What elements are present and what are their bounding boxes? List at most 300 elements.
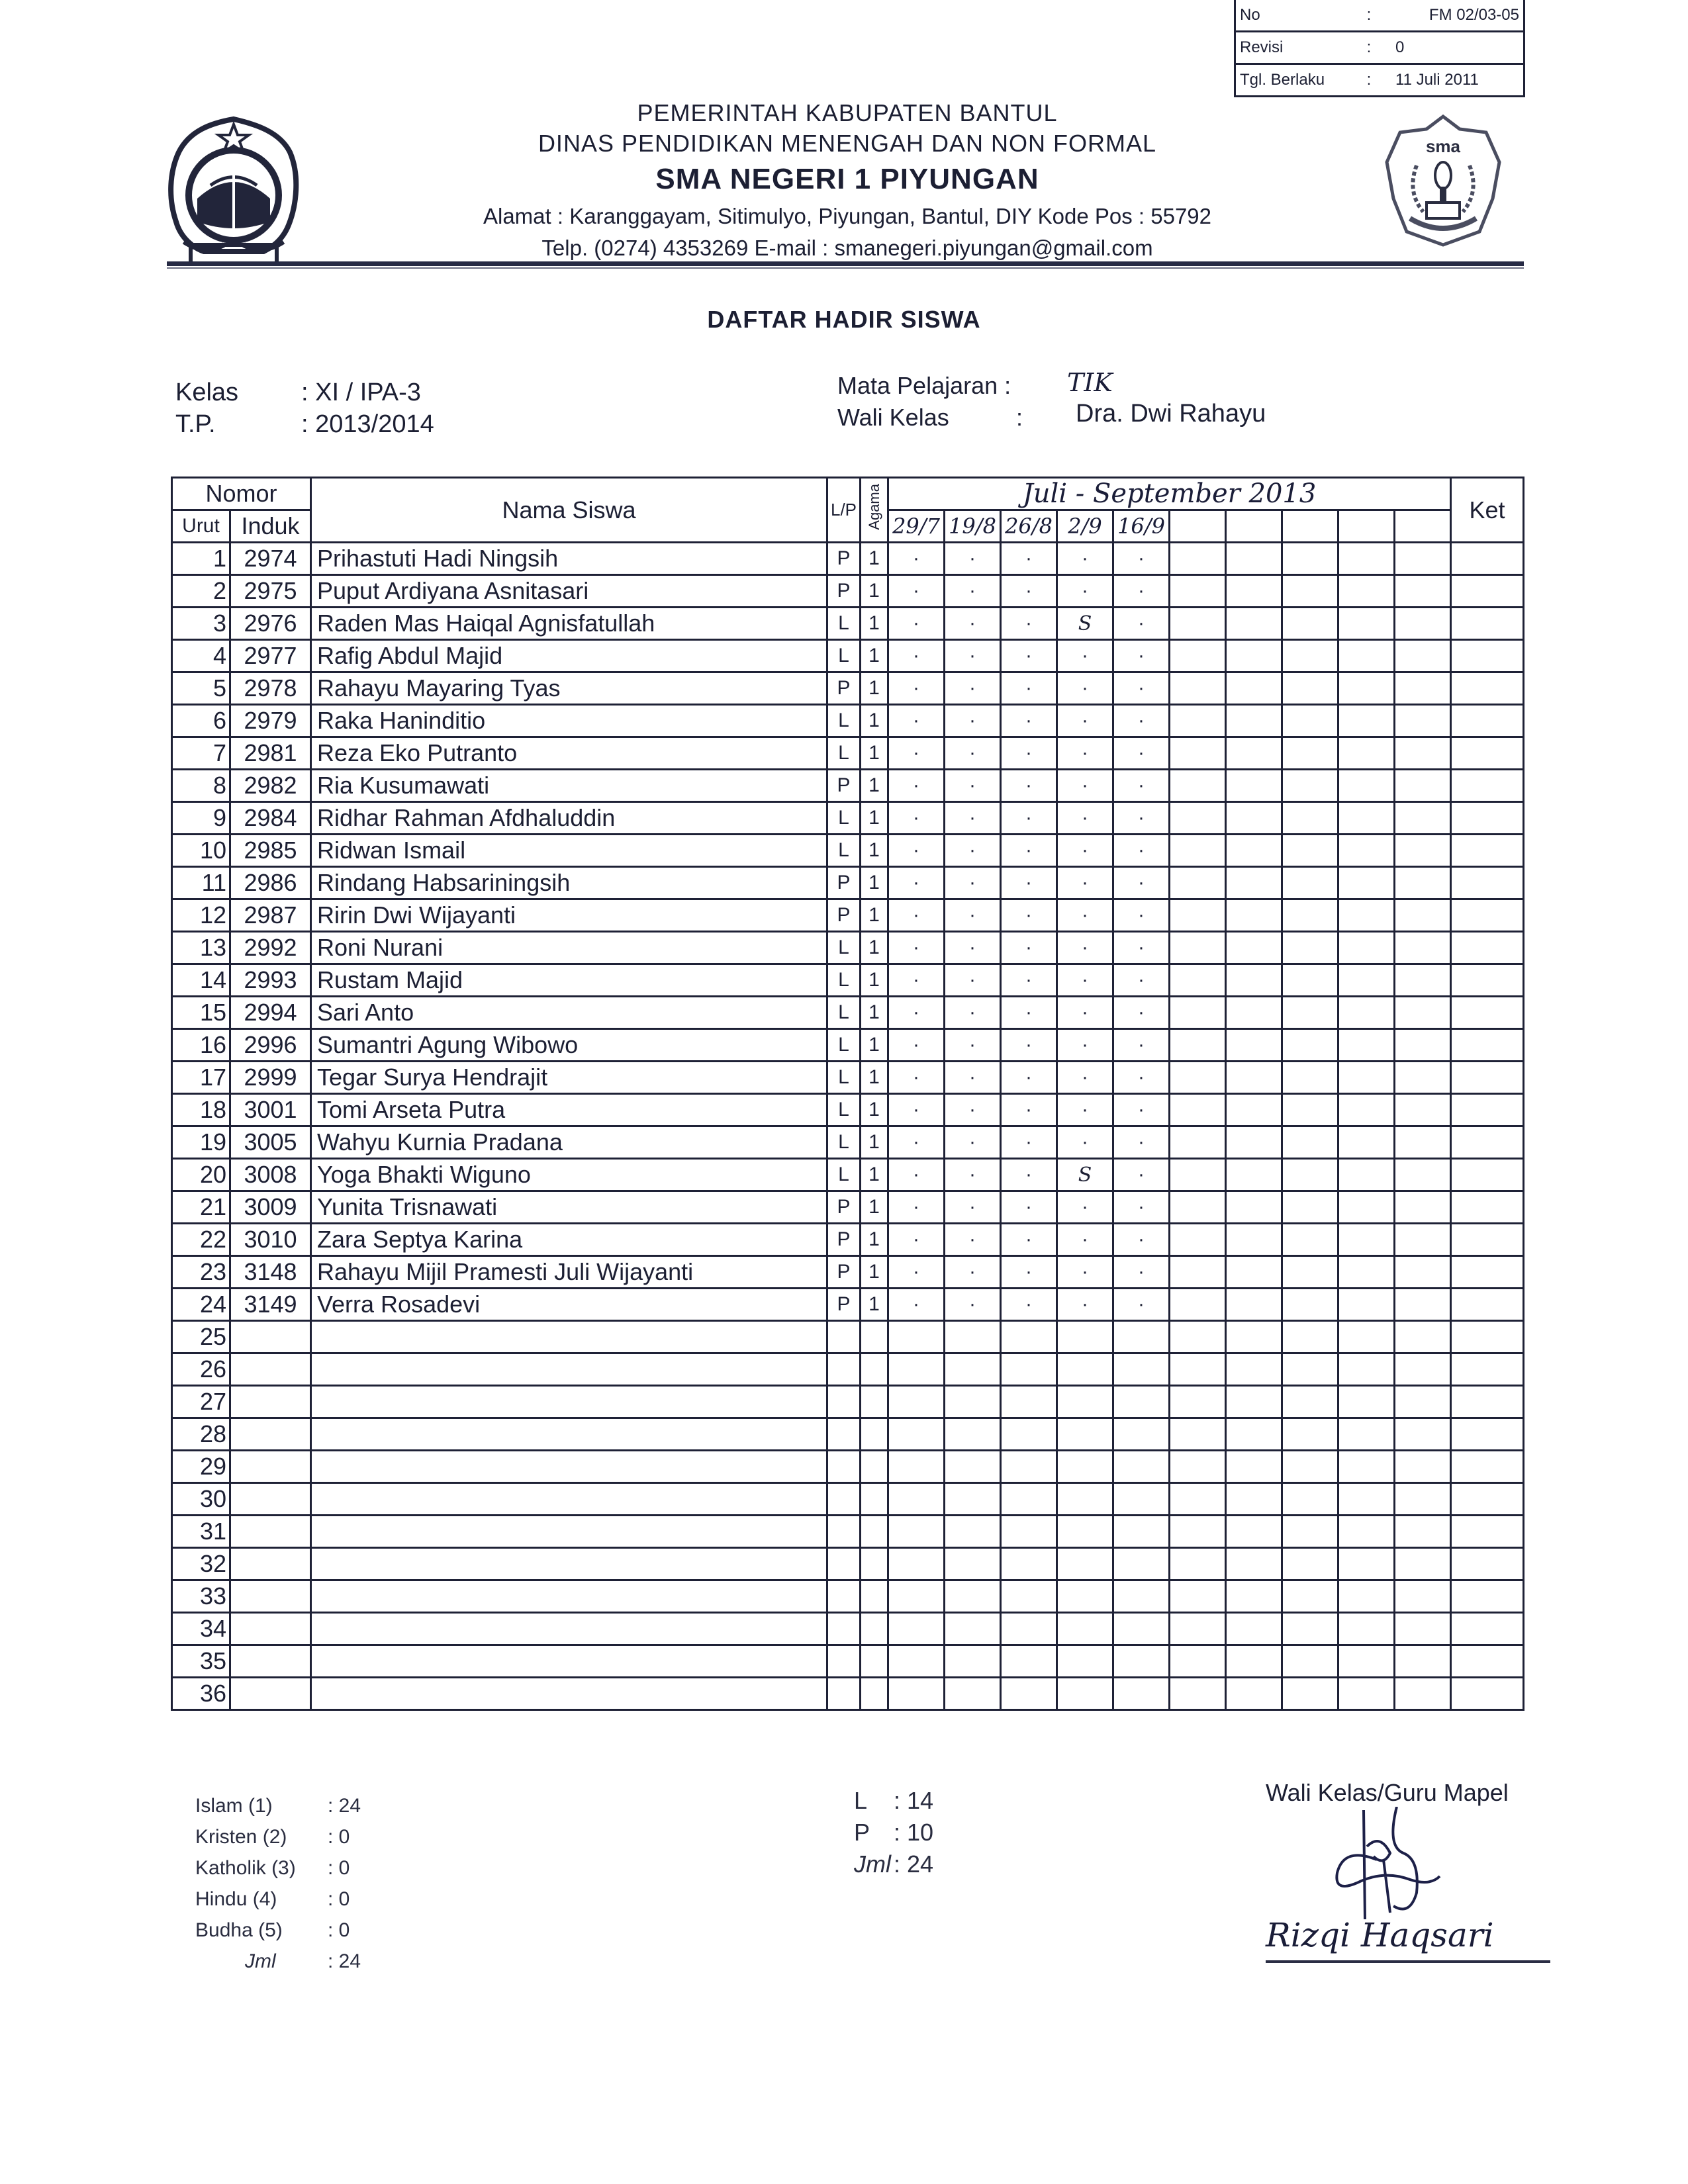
row-induk <box>230 1353 311 1386</box>
attendance-mark <box>1338 737 1395 770</box>
attendance-mark <box>1170 802 1226 835</box>
attendance-mark <box>1226 672 1282 705</box>
attendance-mark <box>1338 1321 1395 1353</box>
attendance-mark: · <box>1057 835 1113 867</box>
gender-count: : 24 <box>894 1850 934 1878</box>
attendance-mark <box>1395 932 1451 964</box>
attendance-mark <box>1338 802 1395 835</box>
row-induk <box>230 1645 311 1678</box>
attendance-mark <box>945 1678 1001 1710</box>
table-row <box>172 1094 1524 1126</box>
table-row <box>172 802 1524 835</box>
attendance-mark: · <box>1057 997 1113 1029</box>
attendance-mark <box>1226 1451 1282 1483</box>
attendance-mark <box>1282 770 1338 802</box>
row-ket <box>1451 1289 1524 1321</box>
attendance-mark <box>1338 1548 1395 1580</box>
attendance-mark <box>1282 737 1338 770</box>
header-agama <box>861 478 888 543</box>
attendance-mark: · <box>888 672 945 705</box>
row-nama-siswa: Wahyu Kurnia Pradana <box>311 1126 827 1159</box>
attendance-mark <box>1338 1289 1395 1321</box>
signature-scribble-icon <box>1317 1807 1463 1926</box>
attendance-mark <box>1395 802 1451 835</box>
attendance-mark: · <box>888 640 945 672</box>
religion-summary-row <box>195 1919 361 1950</box>
row-lp: P <box>827 1256 861 1289</box>
attendance-mark <box>1170 1580 1226 1613</box>
attendance-mark <box>1282 1580 1338 1613</box>
row-nama-siswa <box>311 1321 827 1353</box>
attendance-mark: · <box>888 1159 945 1191</box>
row-nama-siswa: Sari Anto <box>311 997 827 1029</box>
attendance-mark <box>1338 1516 1395 1548</box>
attendance-mark: · <box>1001 997 1057 1029</box>
row-urut: 24 <box>172 1289 230 1321</box>
header-date <box>1395 510 1451 543</box>
attendance-mark <box>945 1353 1001 1386</box>
attendance-mark: · <box>1113 835 1170 867</box>
row-urut: 36 <box>172 1678 230 1710</box>
attendance-mark <box>1113 1678 1170 1710</box>
attendance-mark: · <box>1057 932 1113 964</box>
table-row <box>172 1159 1524 1191</box>
attendance-mark <box>1170 640 1226 672</box>
row-ket <box>1451 737 1524 770</box>
attendance-mark: · <box>945 608 1001 640</box>
tp-label: T.P. <box>175 410 216 438</box>
attendance-mark <box>888 1418 945 1451</box>
row-urut: 4 <box>172 640 230 672</box>
attendance-mark <box>1001 1645 1057 1678</box>
row-agama <box>861 1483 888 1516</box>
attendance-mark: · <box>945 640 1001 672</box>
row-nama-siswa <box>311 1483 827 1516</box>
attendance-mark: · <box>888 575 945 608</box>
attendance-mark <box>1338 1613 1395 1645</box>
row-urut: 22 <box>172 1224 230 1256</box>
attendance-mark <box>1338 1678 1395 1710</box>
row-induk <box>230 1321 311 1353</box>
attendance-mark <box>1282 1062 1338 1094</box>
row-induk: 3005 <box>230 1126 311 1159</box>
row-urut: 3 <box>172 608 230 640</box>
attendance-mark <box>1282 543 1338 575</box>
attendance-mark <box>1170 932 1226 964</box>
table-row <box>172 1029 1524 1062</box>
row-ket <box>1451 1094 1524 1126</box>
attendance-mark: · <box>1113 899 1170 932</box>
attendance-mark <box>1395 1516 1451 1548</box>
attendance-mark: · <box>1113 1256 1170 1289</box>
row-urut: 18 <box>172 1094 230 1126</box>
attendance-mark: · <box>1001 964 1057 997</box>
attendance-mark: · <box>1057 867 1113 899</box>
attendance-mark <box>1057 1678 1113 1710</box>
attendance-mark <box>1282 575 1338 608</box>
attendance-mark: · <box>1113 932 1170 964</box>
religion-label: Hindu (4) <box>195 1888 277 1910</box>
table-row <box>172 1191 1524 1224</box>
attendance-mark: · <box>1113 575 1170 608</box>
row-nama-siswa <box>311 1580 827 1613</box>
row-lp: P <box>827 1191 861 1224</box>
row-ket <box>1451 1645 1524 1678</box>
row-agama <box>861 1613 888 1645</box>
attendance-mark: · <box>1057 899 1113 932</box>
attendance-mark <box>945 1451 1001 1483</box>
wali-kelas-value: Dra. Dwi Rahayu <box>1076 400 1266 428</box>
attendance-mark <box>1282 1353 1338 1386</box>
attendance-mark <box>888 1678 945 1710</box>
attendance-mark <box>1226 932 1282 964</box>
row-induk <box>230 1678 311 1710</box>
row-ket <box>1451 802 1524 835</box>
row-nama-siswa: Tomi Arseta Putra <box>311 1094 827 1126</box>
attendance-mark <box>888 1548 945 1580</box>
row-urut: 7 <box>172 737 230 770</box>
attendance-mark <box>1282 1548 1338 1580</box>
table-row <box>172 1321 1524 1353</box>
attendance-mark: · <box>888 802 945 835</box>
attendance-mark <box>1001 1386 1057 1418</box>
attendance-mark <box>1282 1289 1338 1321</box>
attendance-mark <box>1170 1516 1226 1548</box>
attendance-mark <box>1338 1126 1395 1159</box>
row-nama-siswa: Roni Nurani <box>311 932 827 964</box>
row-ket <box>1451 1451 1524 1483</box>
table-row <box>172 997 1524 1029</box>
letterhead-department: DINAS PENDIDIKAN MENENGAH DAN NON FORMAL <box>538 130 1157 157</box>
row-urut: 20 <box>172 1159 230 1191</box>
row-agama <box>861 1418 888 1451</box>
attendance-mark <box>1338 1418 1395 1451</box>
row-nama-siswa <box>311 1516 827 1548</box>
attendance-mark <box>1338 1224 1395 1256</box>
attendance-mark <box>1170 1029 1226 1062</box>
attendance-mark <box>1338 1256 1395 1289</box>
attendance-mark <box>1395 770 1451 802</box>
row-urut: 8 <box>172 770 230 802</box>
attendance-mark <box>1395 705 1451 737</box>
row-lp <box>827 1386 861 1418</box>
attendance-mark <box>1226 1645 1282 1678</box>
row-induk: 2996 <box>230 1029 311 1062</box>
row-induk: 3009 <box>230 1191 311 1224</box>
attendance-mark: · <box>888 608 945 640</box>
attendance-mark <box>945 1580 1001 1613</box>
attendance-mark <box>1282 997 1338 1029</box>
row-ket <box>1451 543 1524 575</box>
religion-summary-row <box>195 1950 361 1981</box>
attendance-mark <box>1395 1548 1451 1580</box>
attendance-mark <box>1395 640 1451 672</box>
attendance-rows <box>172 543 1524 1710</box>
attendance-mark <box>1395 1580 1451 1613</box>
attendance-mark <box>1338 640 1395 672</box>
row-induk: 3148 <box>230 1256 311 1289</box>
attendance-mark: · <box>945 705 1001 737</box>
attendance-mark <box>1338 899 1395 932</box>
attendance-mark <box>1001 1580 1057 1613</box>
attendance-mark: · <box>945 1191 1001 1224</box>
row-ket <box>1451 672 1524 705</box>
row-urut: 34 <box>172 1613 230 1645</box>
form-info-label: No <box>1240 6 1260 24</box>
attendance-mark: · <box>945 543 1001 575</box>
attendance-mark: · <box>1057 672 1113 705</box>
row-urut: 2 <box>172 575 230 608</box>
table-row <box>172 1062 1524 1094</box>
attendance-mark: · <box>1001 705 1057 737</box>
attendance-mark: · <box>945 770 1001 802</box>
row-lp: L <box>827 1094 861 1126</box>
attendance-mark <box>1226 608 1282 640</box>
row-urut: 13 <box>172 932 230 964</box>
attendance-mark: · <box>1113 1062 1170 1094</box>
attendance-mark <box>1282 705 1338 737</box>
row-agama <box>861 1451 888 1483</box>
header-nama-siswa: Nama Siswa <box>311 478 827 543</box>
attendance-mark <box>1226 1289 1282 1321</box>
attendance-mark <box>888 1353 945 1386</box>
attendance-mark: · <box>1057 1029 1113 1062</box>
row-nama-siswa: Ririn Dwi Wijayanti <box>311 899 827 932</box>
row-lp: L <box>827 802 861 835</box>
attendance-mark <box>1338 1159 1395 1191</box>
row-urut: 35 <box>172 1645 230 1678</box>
attendance-mark <box>1226 802 1282 835</box>
letterhead-government: PEMERINTAH KABUPATEN BANTUL <box>637 99 1058 126</box>
attendance-mark <box>1001 1451 1057 1483</box>
attendance-mark <box>1282 1126 1338 1159</box>
attendance-mark: · <box>1001 802 1057 835</box>
attendance-mark <box>888 1580 945 1613</box>
row-lp: L <box>827 640 861 672</box>
attendance-mark <box>1282 1191 1338 1224</box>
attendance-mark <box>1226 1418 1282 1451</box>
row-ket <box>1451 932 1524 964</box>
attendance-mark: · <box>888 1062 945 1094</box>
row-induk: 2977 <box>230 640 311 672</box>
attendance-mark: · <box>888 835 945 867</box>
header-date: 16/9 <box>1113 510 1170 543</box>
attendance-mark <box>1338 1580 1395 1613</box>
attendance-mark <box>1170 575 1226 608</box>
attendance-mark: · <box>1001 1256 1057 1289</box>
row-urut: 6 <box>172 705 230 737</box>
table-row <box>172 1516 1524 1548</box>
row-ket <box>1451 608 1524 640</box>
row-agama: 1 <box>861 672 888 705</box>
attendance-mark <box>1057 1613 1113 1645</box>
gender-label: L <box>854 1787 868 1814</box>
row-nama-siswa: Rahayu Mayaring Tyas <box>311 672 827 705</box>
form-info-box <box>1234 0 1525 97</box>
attendance-mark <box>1170 867 1226 899</box>
attendance-mark <box>1395 1613 1451 1645</box>
attendance-mark <box>1226 1613 1282 1645</box>
attendance-mark <box>1170 608 1226 640</box>
row-agama: 1 <box>861 575 888 608</box>
attendance-mark <box>1282 1645 1338 1678</box>
attendance-mark: · <box>945 1094 1001 1126</box>
attendance-mark <box>1338 1062 1395 1094</box>
attendance-mark <box>1226 1483 1282 1516</box>
row-nama-siswa: Rahayu Mijil Pramesti Juli Wijayanti <box>311 1256 827 1289</box>
header-lp: L/P <box>827 478 861 543</box>
row-induk: 2976 <box>230 608 311 640</box>
attendance-mark <box>1057 1451 1113 1483</box>
row-urut: 14 <box>172 964 230 997</box>
attendance-mark <box>1113 1451 1170 1483</box>
row-induk <box>230 1548 311 1580</box>
row-ket <box>1451 1224 1524 1256</box>
attendance-mark <box>1170 1256 1226 1289</box>
attendance-mark <box>1395 672 1451 705</box>
row-urut: 32 <box>172 1548 230 1580</box>
attendance-mark <box>1282 1678 1338 1710</box>
attendance-mark <box>1282 1094 1338 1126</box>
attendance-mark <box>1338 932 1395 964</box>
attendance-mark <box>1057 1580 1113 1613</box>
form-info-colon: : <box>1366 38 1372 56</box>
attendance-mark: · <box>945 737 1001 770</box>
row-lp: L <box>827 932 861 964</box>
row-nama-siswa: Reza Eko Putranto <box>311 737 827 770</box>
row-lp <box>827 1645 861 1678</box>
row-nama-siswa <box>311 1645 827 1678</box>
letterhead-divider-thin <box>167 267 1524 269</box>
row-agama <box>861 1645 888 1678</box>
attendance-mark <box>1170 1451 1226 1483</box>
row-nama-siswa <box>311 1548 827 1580</box>
attendance-mark: · <box>1001 1224 1057 1256</box>
wali-kelas-colon: : <box>1016 404 1023 431</box>
attendance-mark <box>1282 1256 1338 1289</box>
attendance-mark: · <box>1001 770 1057 802</box>
attendance-mark <box>1395 1094 1451 1126</box>
religion-label: Katholik (3) <box>195 1857 296 1879</box>
row-lp: P <box>827 899 861 932</box>
row-induk <box>230 1483 311 1516</box>
attendance-mark <box>1057 1645 1113 1678</box>
attendance-table <box>171 477 1524 1711</box>
attendance-mark <box>1170 1418 1226 1451</box>
row-ket <box>1451 899 1524 932</box>
attendance-mark: · <box>1113 1159 1170 1191</box>
attendance-mark: · <box>1113 672 1170 705</box>
row-induk: 2979 <box>230 705 311 737</box>
row-nama-siswa: Rindang Habsariningsih <box>311 867 827 899</box>
row-agama: 1 <box>861 1191 888 1224</box>
attendance-mark <box>1395 1062 1451 1094</box>
table-row <box>172 1483 1524 1516</box>
attendance-mark: · <box>1113 964 1170 997</box>
attendance-mark <box>1395 1029 1451 1062</box>
row-lp <box>827 1418 861 1451</box>
row-agama: 1 <box>861 964 888 997</box>
row-lp: L <box>827 964 861 997</box>
row-urut: 1 <box>172 543 230 575</box>
attendance-mark <box>1113 1483 1170 1516</box>
attendance-mark: · <box>945 932 1001 964</box>
table-row <box>172 672 1524 705</box>
row-agama <box>861 1321 888 1353</box>
form-info-value: 11 Juli 2011 <box>1395 71 1479 89</box>
table-row <box>172 835 1524 867</box>
row-agama: 1 <box>861 705 888 737</box>
row-induk: 2999 <box>230 1062 311 1094</box>
row-nama-siswa <box>311 1386 827 1418</box>
row-ket <box>1451 1159 1524 1191</box>
row-induk: 2974 <box>230 543 311 575</box>
row-lp: L <box>827 705 861 737</box>
row-induk: 2985 <box>230 835 311 867</box>
attendance-mark <box>1057 1418 1113 1451</box>
letterhead-address: Alamat : Karanggayam, Sitimulyo, Piyungan, Bantul, DIY Kode Pos : 55792 <box>483 204 1212 228</box>
attendance-mark <box>945 1516 1001 1548</box>
form-info-colon: : <box>1366 71 1372 89</box>
table-row <box>172 1645 1524 1678</box>
row-induk: 3010 <box>230 1224 311 1256</box>
row-agama: 1 <box>861 1159 888 1191</box>
row-nama-siswa: Raka Haninditio <box>311 705 827 737</box>
attendance-mark <box>1226 1224 1282 1256</box>
religion-label: Budha (5) <box>195 1919 283 1941</box>
row-induk <box>230 1613 311 1645</box>
attendance-mark: · <box>1057 1191 1113 1224</box>
religion-count: : 24 <box>328 1795 361 1817</box>
religion-count: : 0 <box>328 1826 350 1848</box>
attendance-mark <box>1282 899 1338 932</box>
gender-summary-row <box>854 1850 933 1882</box>
form-info-label: Tgl. Berlaku <box>1240 71 1325 89</box>
attendance-mark <box>888 1645 945 1678</box>
table-row <box>172 1678 1524 1710</box>
attendance-mark: · <box>1113 802 1170 835</box>
attendance-mark: · <box>1001 543 1057 575</box>
row-agama: 1 <box>861 770 888 802</box>
attendance-mark <box>1057 1483 1113 1516</box>
attendance-mark <box>1170 1224 1226 1256</box>
attendance-mark <box>1338 1191 1395 1224</box>
attendance-mark <box>1282 1451 1338 1483</box>
attendance-mark: · <box>888 899 945 932</box>
table-row <box>172 867 1524 899</box>
attendance-mark <box>1282 640 1338 672</box>
row-agama: 1 <box>861 899 888 932</box>
attendance-mark: S <box>1057 1159 1113 1191</box>
religion-summary-row <box>195 1888 361 1919</box>
kelas-label: Kelas <box>175 379 239 406</box>
attendance-mark: · <box>1001 1126 1057 1159</box>
table-row <box>172 1256 1524 1289</box>
attendance-mark: · <box>1001 672 1057 705</box>
gender-count: : 10 <box>894 1819 934 1846</box>
attendance-mark <box>1338 543 1395 575</box>
attendance-mark: · <box>888 1256 945 1289</box>
attendance-mark: · <box>1057 770 1113 802</box>
row-ket <box>1451 997 1524 1029</box>
attendance-mark <box>1057 1321 1113 1353</box>
row-urut: 33 <box>172 1580 230 1613</box>
signature-underline <box>1266 1960 1550 1963</box>
attendance-mark <box>1113 1548 1170 1580</box>
attendance-mark <box>1395 1353 1451 1386</box>
attendance-mark: · <box>1113 608 1170 640</box>
row-agama: 1 <box>861 640 888 672</box>
